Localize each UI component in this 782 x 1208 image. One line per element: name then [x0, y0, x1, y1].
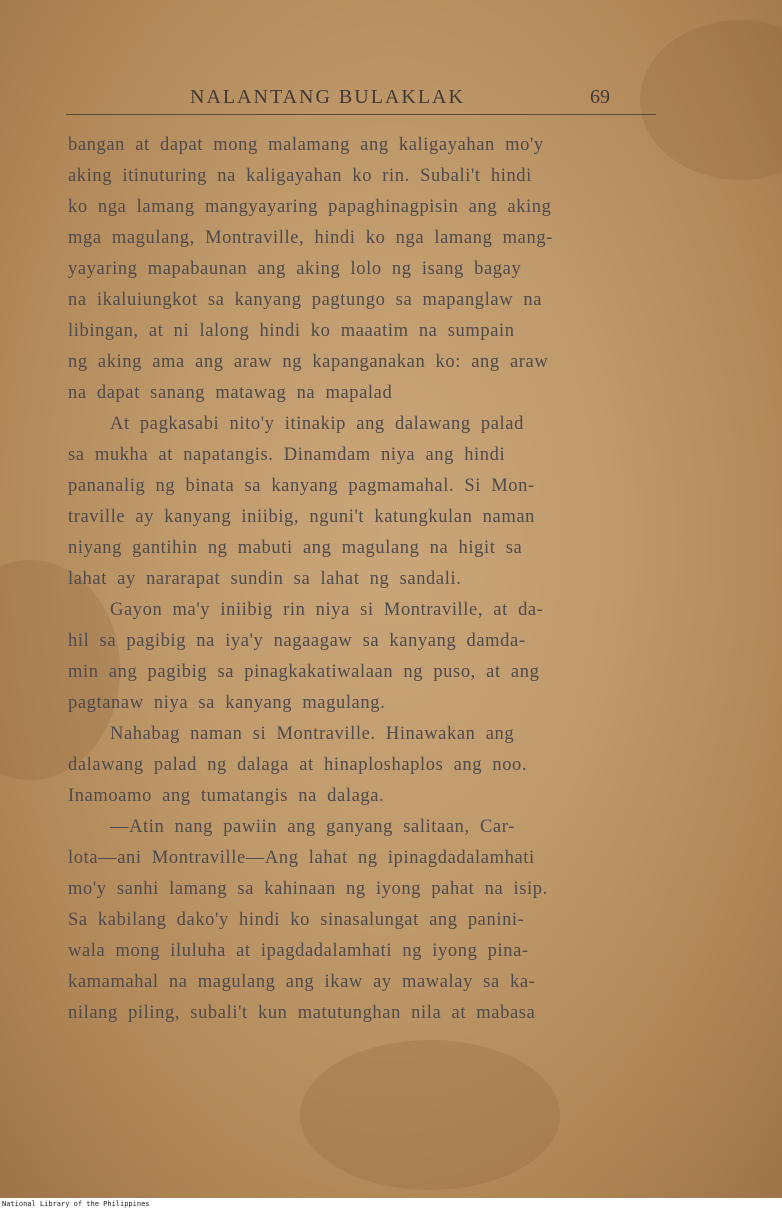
text-line: ng aking ama ang araw ng kapanganakan ko: ang araw — [68, 352, 549, 372]
text-line: Inamoamo ang tumatangis na dalaga. — [68, 786, 385, 806]
text-line: Gayon ma'y iniibig rin niya si Montraville, at da- — [110, 600, 544, 620]
text-line: min ang pagibig sa pinagkakatiwalaan ng puso, at ang — [68, 662, 540, 682]
paper-stain — [300, 1040, 560, 1190]
text-line: pananalig ng binata sa kanyang pagmamahal. Si Mon- — [68, 476, 535, 496]
text-line: hil sa pagibig na iya'y nagaagaw sa kanyang damda- — [68, 631, 526, 651]
text-line: na dapat sanang matawag na mapalad — [68, 383, 393, 403]
text-line: —Atin nang pawiin ang ganyang salitaan, Car- — [110, 817, 515, 837]
text-line: nilang piling, subali't kun matutunghan nila at mabasa — [68, 1003, 536, 1023]
text-line: kamamahal na magulang ang ikaw ay mawalay sa ka- — [68, 972, 536, 992]
text-line: bangan at dapat mong malamang ang kaligayahan mo'y — [68, 135, 544, 155]
page-number: 69 — [590, 86, 610, 108]
text-line: lota—ani Montraville—Ang lahat ng ipinagdadalamhati — [68, 848, 535, 868]
running-title: NALANTANG BULAKLAK — [190, 86, 465, 108]
page-header — [66, 84, 656, 115]
text-line: traville ay kanyang iniibig, nguni't katungkulan naman — [68, 507, 535, 527]
text-line: aking itinuturing na kaligayahan ko rin. Subali't hindi — [68, 166, 532, 186]
text-line: libingan, at ni lalong hindi ko maaatim na sumpain — [68, 321, 515, 341]
text-line: mo'y sanhi lamang sa kahinaan ng iyong pahat na isip. — [68, 879, 548, 899]
text-line: pagtanaw niya sa kanyang magulang. — [68, 693, 386, 713]
text-line: wala mong iluluha at ipagdadalamhati ng iyong pina- — [68, 941, 529, 961]
text-line: Sa kabilang dako'y hindi ko sinasalungat ang panini- — [68, 910, 525, 930]
scan-credit: National Library of the Philippines — [2, 1200, 150, 1208]
text-line: mga magulang, Montraville, hindi ko nga lamang mang- — [68, 228, 553, 248]
text-line: Nahabag naman si Montraville. Hinawakan ang — [110, 724, 515, 744]
text-line: At pagkasabi nito'y itinakip ang dalawang palad — [110, 414, 524, 434]
paper-stain — [640, 20, 782, 180]
text-line: niyang gantihin ng mabuti ang magulang na higit sa — [68, 538, 523, 558]
text-line: yayaring mapabaunan ang aking lolo ng isang bagay — [68, 259, 522, 279]
text-line: ko nga lamang mangyayaring papaghinagpisin ang aking — [68, 197, 552, 217]
text-line: dalawang palad ng dalaga at hinaploshaplos ang noo. — [68, 755, 528, 775]
text-line: lahat ay nararapat sundin sa lahat ng sandali. — [68, 569, 462, 589]
text-line: sa mukha at napatangis. Dinamdam niya ang hindi — [68, 445, 506, 465]
text-line: na ikaluiungkot sa kanyang pagtungo sa mapanglaw na — [68, 290, 543, 310]
